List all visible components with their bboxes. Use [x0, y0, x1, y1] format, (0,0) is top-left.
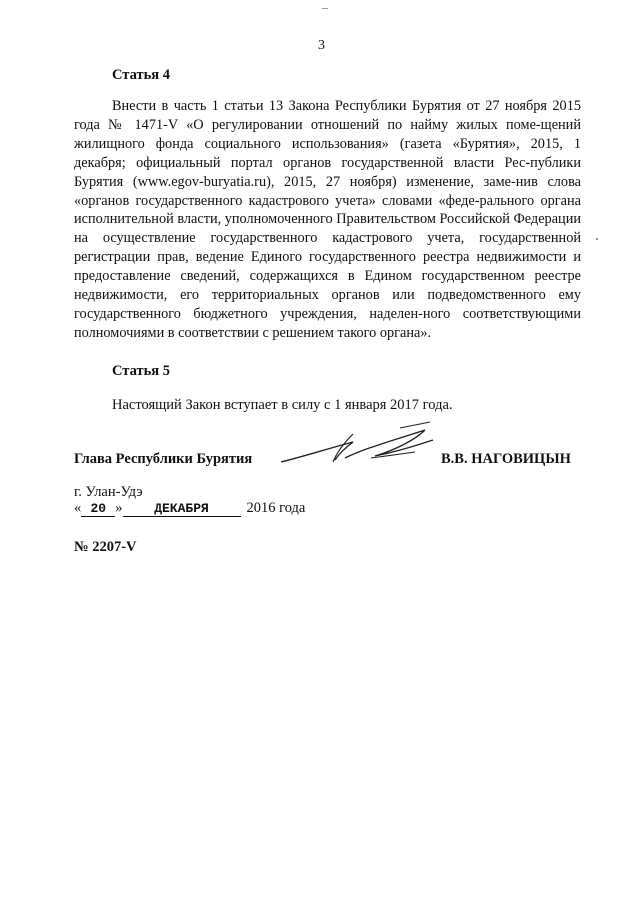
signatory-title: Глава Республики Бурятия [74, 451, 253, 467]
city: г. Улан-Удэ [74, 484, 143, 500]
article-5-text: Настоящий Закон вступает в силу с 1 января 2017 года. [112, 397, 453, 413]
date-close-quote: » [115, 500, 123, 516]
article-4-heading: Статья 4 [112, 67, 170, 83]
handwritten-signature [275, 418, 445, 478]
date-day: 20 [81, 501, 115, 517]
date-line [74, 500, 305, 517]
date-month: ДЕКАБРЯ [123, 501, 241, 517]
margin-dot [596, 238, 598, 240]
date-open-quote: « [74, 500, 82, 516]
law-number: № 2207-V [74, 539, 137, 555]
date-year: 2016 года [246, 500, 306, 516]
signatory-name: В.В. НАГОВИЦЫН [441, 451, 571, 467]
article-5-heading: Статья 5 [112, 363, 170, 379]
page-number: 3 [318, 38, 325, 53]
page-top-mark: – [322, 0, 328, 14]
article-4-text: Внести в часть 1 статьи 13 Закона Республики Бурятия от 27 ноября 2015 года № 1471-V «О регулировании отношений по найму жилых поме-щений жилищного фонда социального использования» (газета «Бурятия», 2015, 1 декабря; официальный портал органов государственной власти Рес-публики Бурятия (www.egov-buryatia.ru), 2015, 27 ноября) изменение, заме-нив слова «органов государственного кадастрового учета» словами «феде-рального органа исполнительной власти, уполномоченного Правительством Российской Федерации на осуществление государственного кадастрового учета, государственной регистрации прав, ведение Единого государственного реестра недвижимости и предоставление сведений, содержащихся в Едином государственном реестре недвижимости, его территориальных органов или подведомственного ему государственного бюджетного учреждения, наделен-ного соответствующими полномочиями в соответствии с решением такого органа». [74, 98, 581, 341]
